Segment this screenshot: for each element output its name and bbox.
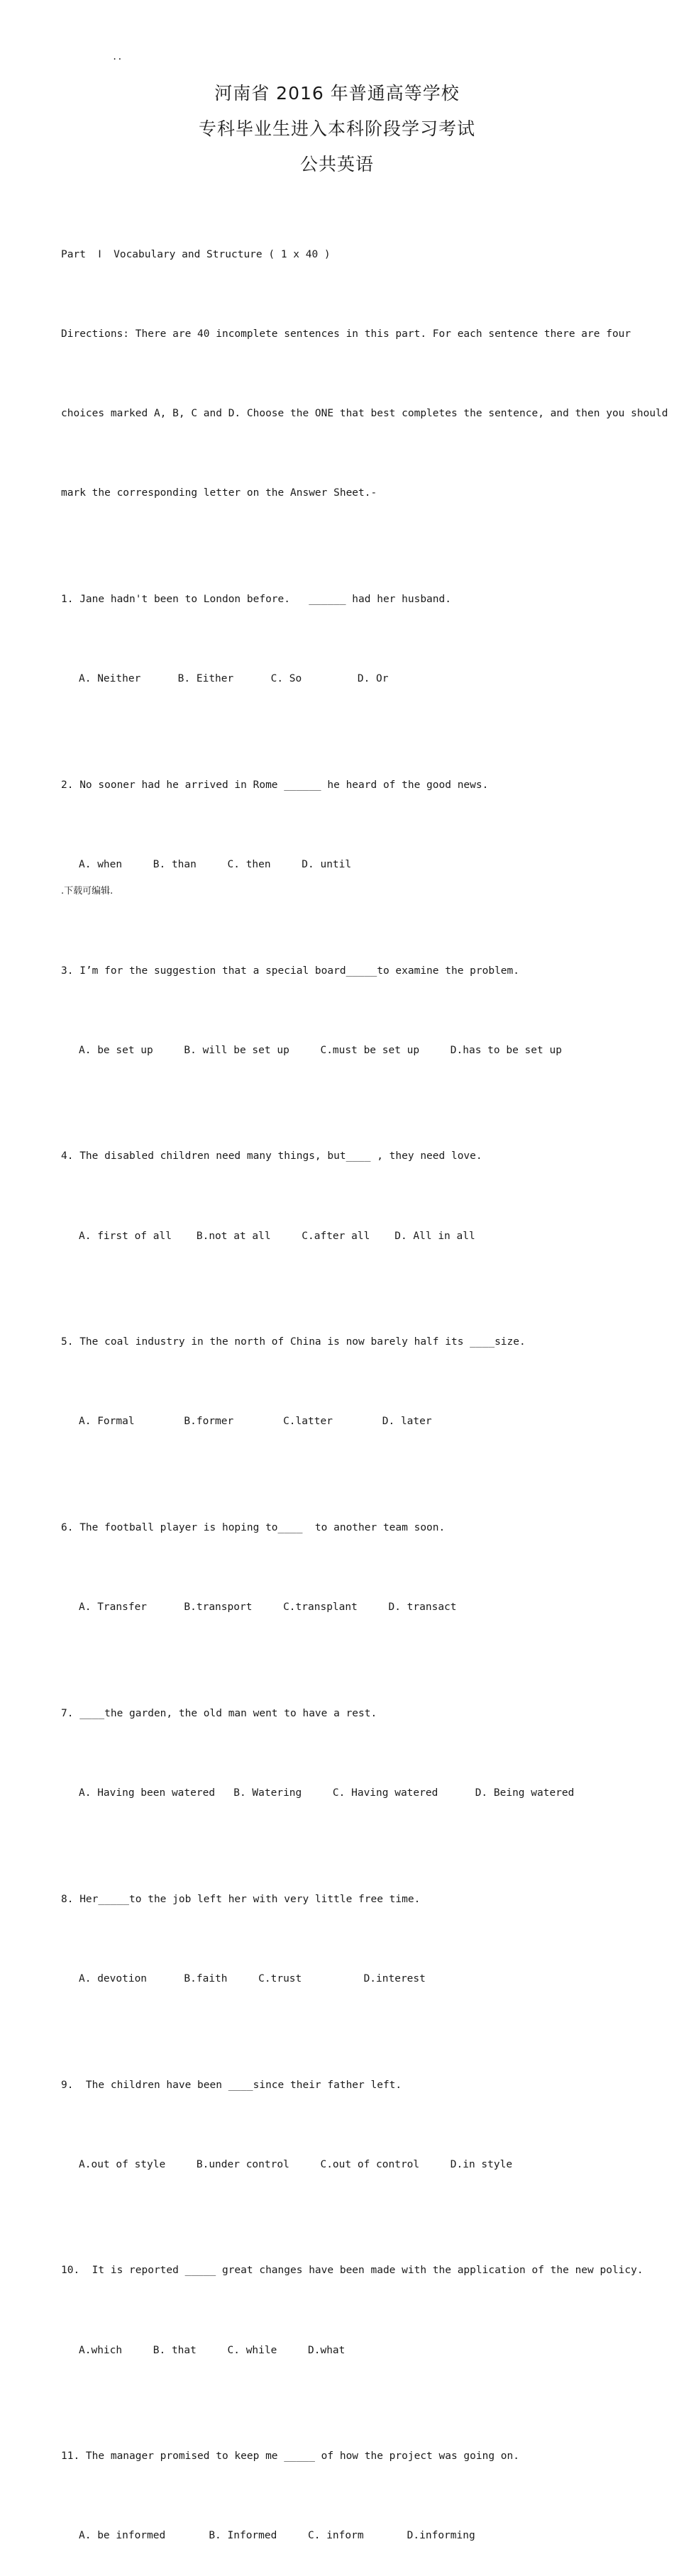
question-options: A. Transfer B.transport C.transplant D. transact xyxy=(79,1601,457,1614)
page-footer: .下载可编辑. xyxy=(61,886,114,896)
question-stem: 8. Her_____to the job left her with very little free time. xyxy=(61,1893,421,1905)
exam-title-line-2: 专科毕业生进入本科阶段学习考试 xyxy=(198,118,475,139)
directions-line: Directions: There are 40 incomplete sentences in this part. For each sentence there are four xyxy=(61,328,631,340)
question-stem: 7. ____the garden, the old man went to have a rest. xyxy=(61,1707,377,1719)
question-options: A. be set up B. will be set up C.must be set up D.has to be set up xyxy=(79,1044,562,1056)
question-stem: 9. The children have been ____since their father left. xyxy=(61,2079,402,2091)
question-options: A. when B. than C. then D. until xyxy=(79,859,352,871)
exam-title-line-1: 河南省 2016 年普通高等学校 xyxy=(214,83,460,104)
top-mark: .. xyxy=(112,52,123,62)
directions-line: choices marked A, B, C and D. Choose the ONE that best completes the sentence, and then you should xyxy=(61,408,668,420)
exam-content xyxy=(61,189,668,2576)
question-stem: 1. Jane hadn't been to London before. ______ had her husband. xyxy=(61,594,451,606)
question-options: A. Neither B. Either C. So D. Or xyxy=(79,673,389,685)
question-stem: 11. The manager promised to keep me _____ of how the project was going on. xyxy=(61,2450,520,2463)
question-stem: 3. I’m for the suggestion that a special board_____to examine the problem. xyxy=(61,965,520,977)
question-options: A. Formal B.former C.latter D. later xyxy=(79,1416,432,1428)
question-stem: 6. The football player is hoping to____ to another team soon. xyxy=(61,1522,446,1534)
question-options: A.which B. that C. while D.what xyxy=(79,2344,346,2356)
directions-line: mark the corresponding letter on the Answer Sheet.- xyxy=(61,487,377,499)
exam-title-line-3: 公共英语 xyxy=(299,154,374,174)
question-options: A. first of all B.not at all C.after all D. All in all xyxy=(79,1230,475,1242)
question-stem: 5. The coal industry in the north of China is now barely half its ____size. xyxy=(61,1336,526,1348)
question-stem: 10. It is reported _____ great changes have been made with the application of the new policy. xyxy=(61,2265,643,2277)
question-options: A.out of style B.under control C.out of control D.in style xyxy=(79,2158,513,2170)
question-options: A. Having been watered B. Watering C. Having watered D. Being watered xyxy=(79,1787,575,1799)
question-options: A. be informed B. Informed C. inform D.informing xyxy=(79,2530,475,2542)
question-stem: 4. The disabled children need many things, but____ , they need love. xyxy=(61,1150,482,1162)
part-heading: Part Ⅰ Vocabulary and Structure ( 1 x 40 ) xyxy=(61,248,331,260)
question-stem: 2. No sooner had he arrived in Rome ______ he heard of the good news. xyxy=(61,779,489,791)
question-options: A. devotion B.faith C.trust D.interest xyxy=(79,1972,426,1984)
